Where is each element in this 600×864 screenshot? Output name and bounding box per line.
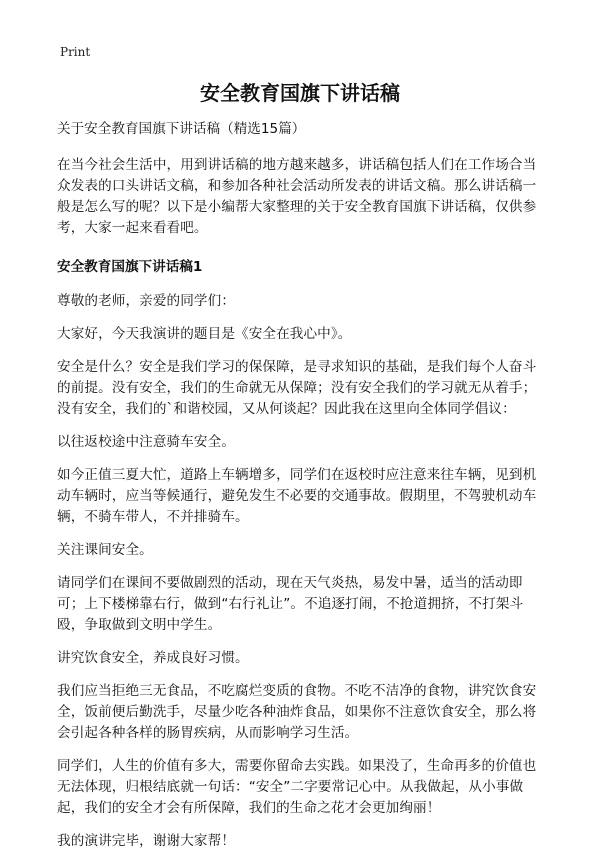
- safety-definition-paragraph: 安全是什么？安全是我们学习的保保障，是寻求知识的基础，是我们每个人奋斗的前提。没有安全，我们的生命就无从保障；没有安全我们的学习就无从着手；没有安全，我们的`和谐校园，又从何谈起？因此我在这里向全体同学倡议：: [57, 359, 537, 417]
- conclusion-paragraph: 同学们，人生的价值有多大，需要你留命去实践。如果没了，生命再多的价值也无法体现，归根结底就一句话：“安全”二字要常记心中。从我做起，从小事做起，我们的安全才会有所保障，我们的生命之花才会更加绚丽！: [57, 758, 537, 816]
- document-body: [57, 119, 543, 864]
- break-paragraph: 请同学们在课间不要做剧烈的活动，现在天气炎热，易发中暑，适当的活动即可；上下楼梯靠右行，做到“右行礼让”。不追逐打闹，不抢道拥挤，不打架斗殴，争取做到文明中学生。: [57, 575, 524, 633]
- commute-paragraph: 如今正值三夏大忙，道路上车辆增多，同学们在返校时应注意来往车辆，见到机动车辆时，应当等候通行，避免发生不必要的交通事故。假期里，不驾驶机动车辆，不骑车带人，不并排骑车。: [57, 467, 537, 525]
- section-heading: 安全教育国旗下讲话稿1: [57, 259, 203, 275]
- point-heading-break: 关注课间安全。: [57, 542, 153, 558]
- closing-paragraph: 我的演讲完毕，谢谢大家帮！: [57, 833, 236, 849]
- greeting-paragraph: 尊敬的老师，亲爱的同学们：: [57, 293, 236, 309]
- food-paragraph: 我们应当拒绝三无食品，不吃腐烂变质的食物。不吃不洁净的食物，讲究饮食安全，饭前便后勤洗手，尽量少吃各种油炸食品，如果你不注意饮食安全，那么将会引起各种各样的肠胃疾病，从而影响学习生活。: [57, 683, 537, 741]
- print-link[interactable]: Print: [60, 45, 91, 59]
- intro-paragraph: 在当今社会生活中，用到讲话稿的地方越来越多，讲话稿包括人们在工作场合当众发表的口头讲话文稿，和参加各种社会活动所发表的讲话文稿。那么讲话稿一般是怎么写的呢？以下是小编帮大家整理的关于安全教育国旗下讲话稿，仅供参考，大家一起来看看吧。: [57, 157, 537, 236]
- page-title: 安全教育国旗下讲话稿: [200, 81, 400, 105]
- document-subtitle: 关于安全教育国旗下讲话稿（精选15篇）: [57, 121, 306, 137]
- point-heading-commute: 以往返校途中注意骑车安全。: [57, 434, 236, 450]
- point-heading-food: 讲究饮食安全，养成良好习惯。: [57, 650, 249, 666]
- opening-paragraph: 大家好，今天我演讲的题目是《安全在我心中》。: [57, 326, 352, 342]
